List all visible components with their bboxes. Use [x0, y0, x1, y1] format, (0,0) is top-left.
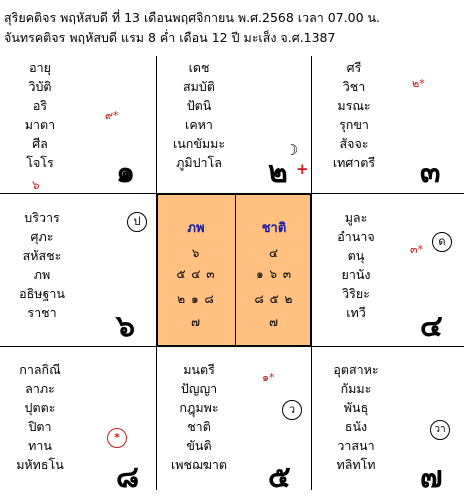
house-word: มรณะ — [337, 98, 371, 113]
house-word: รุกขา — [339, 117, 369, 132]
house-word: ศุภะ — [30, 229, 54, 244]
center-left-row: ๒ ๑ ๘ — [177, 292, 215, 306]
header-solar-date: สุริยคติจร พฤหัสบดี ที่ 13 เดือนพฤศจิกายน พ.ศ.2568 เวลา 07.00 น. — [4, 10, 381, 25]
house-1-marker: ๙* — [105, 109, 119, 122]
center-right-row: ๘ ๕ ๒ — [254, 292, 294, 306]
house-word: ศรี — [346, 60, 362, 75]
house-word: บริวาร — [24, 210, 60, 225]
center-right-row: ๗ — [268, 315, 280, 329]
house-5-marker: ๓* — [410, 243, 424, 256]
house-word: อายุ — [29, 60, 51, 75]
moon-icon: ☽ — [285, 141, 299, 159]
house-2-words — [165, 58, 233, 172]
house-1-number: ๑ — [116, 155, 136, 190]
house-word: วิบัติ — [28, 79, 52, 94]
house-4-planet-circle: ป — [127, 212, 147, 232]
house-6-words — [8, 360, 72, 474]
center-panel — [157, 194, 311, 346]
center-left-row: ๖ — [191, 246, 201, 260]
house-word: วิริยะ — [342, 286, 370, 301]
house-3-words — [324, 58, 384, 172]
house-word: อริ — [32, 98, 48, 113]
house-3-number: ๓ — [420, 155, 441, 190]
house-word: วาสนา — [337, 438, 375, 453]
house-5-words — [320, 208, 392, 322]
house-4-number: ๖ — [116, 309, 136, 344]
house-word: ลาภะ — [25, 381, 55, 396]
house-word: ธนัง — [344, 419, 368, 434]
house-word: สหัสชะ — [22, 248, 62, 263]
house-8-number: ๗ — [420, 460, 443, 495]
house-word: โจโร — [26, 155, 54, 170]
house-4-words — [12, 208, 72, 322]
center-left-title: ภพ — [187, 221, 205, 236]
house-word: สัจจะ — [339, 136, 369, 151]
house-word: กาลกิณี — [19, 362, 61, 377]
house-word: เคหา — [185, 117, 213, 132]
house-word: พันธุ — [343, 400, 369, 415]
center-right-row: ๔ — [268, 246, 280, 260]
center-left-row: ๗ — [190, 315, 202, 329]
house-3-marker: ๒* — [412, 77, 425, 90]
house-7-number: ๕ — [268, 460, 291, 495]
house-5-planet-circle: ด — [432, 232, 452, 252]
house-word: ปัตนิ — [186, 98, 212, 113]
house-7-words — [165, 360, 233, 474]
house-word: กัมมะ — [340, 381, 372, 396]
house-8-planet-circle: วา — [430, 420, 450, 440]
house-word: ภูมิปาโล — [176, 155, 222, 170]
house-6-number: ๘ — [116, 460, 140, 495]
house-word: อุตสาหะ — [333, 362, 379, 377]
grid-line-h2 — [0, 346, 464, 347]
house-word: ปัญญา — [180, 381, 218, 396]
house-word: ขันติ — [186, 438, 212, 453]
house-8-words — [322, 360, 390, 474]
house-word: อธิษฐาน — [19, 286, 65, 301]
house-word: ตนุ — [347, 248, 365, 263]
house-word: ปุตตะ — [24, 400, 56, 415]
house-7-planet-circle: ว — [282, 400, 302, 420]
center-right-title: ชาติ — [261, 221, 287, 236]
house-7-marker: ๑* — [262, 371, 275, 384]
house-6-star-circle: * — [107, 428, 127, 448]
house-word: ปิตา — [28, 419, 52, 434]
house-2-number: ๒ — [268, 155, 288, 190]
house-word: เทศาตรี — [332, 155, 376, 170]
house-word: ศีล — [32, 136, 48, 151]
house-word: มูละ — [344, 210, 368, 225]
house-word: มาตา — [24, 117, 56, 132]
house-word: ชาติ — [187, 419, 211, 434]
house-5-number: ๔ — [420, 309, 443, 344]
house-word: ยานัง — [341, 267, 371, 282]
house-2-plus: + — [296, 160, 309, 178]
header-lunar-date: จันทรคติจร พฤหัสบดี แรม 8 ค่ำ เดือน 12 ปี มะเส็ง จ.ศ.1387 — [4, 30, 336, 45]
house-word: ภพ — [33, 267, 51, 282]
house-word: ราชา — [27, 305, 57, 320]
house-word: ทาน — [28, 438, 52, 453]
center-left-row: ๕ ๔ ๓ — [176, 267, 216, 281]
house-word: กฎุมพะ — [179, 400, 219, 415]
house-1-extra-digit: ๖ — [32, 178, 40, 192]
house-1-words — [12, 58, 68, 172]
house-word: มหัทธโน — [16, 457, 64, 472]
house-word: เทวี — [346, 305, 366, 320]
house-word: เพชฌฆาต — [170, 457, 228, 472]
house-word: เดช — [188, 60, 210, 75]
house-word: เนกขัมมะ — [172, 136, 226, 151]
house-word: อำนาจ — [337, 229, 375, 244]
house-word: วิชา — [342, 79, 366, 94]
center-right-row: ๑ ๖ ๓ — [255, 267, 293, 281]
house-word: สมบัติ — [183, 79, 215, 94]
house-word: มนตรี — [183, 362, 215, 377]
house-word: ทลิทโท — [336, 457, 376, 472]
